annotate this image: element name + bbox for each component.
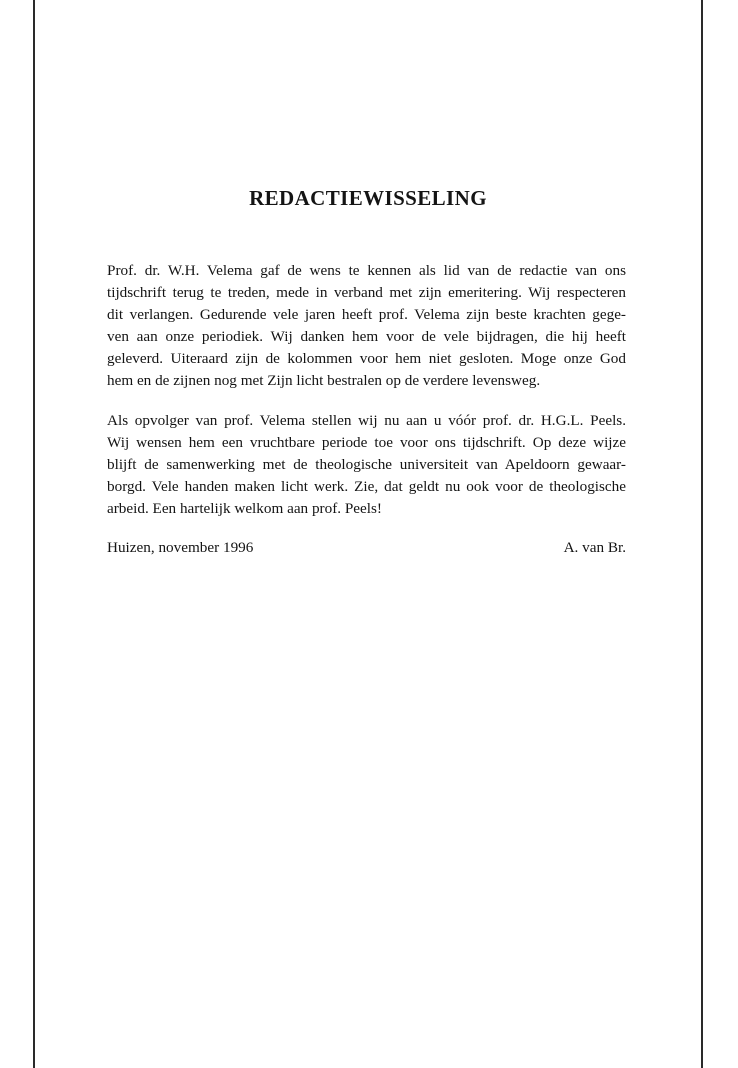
place-date: Huizen, november 1996 — [107, 539, 254, 556]
text-line: arbeid. Een hartelijk welkom aan prof. Peels! — [107, 500, 382, 517]
text-line: borgd. Vele handen maken licht werk. Zie, dat geldt nu ook voor de theologische — [107, 478, 626, 495]
document-page — [33, 0, 703, 1068]
signoff — [107, 537, 626, 559]
page-title: REDACTIEWISSELING — [249, 186, 487, 210]
paragraph-1 — [107, 260, 626, 392]
text-line: hem en de zijnen nog met Zijn licht bestralen op de verdere levensweg. — [107, 372, 541, 389]
text-line: ven aan onze periodiek. Wij danken hem voor de vele bijdragen, die hij heeft — [107, 328, 626, 345]
text-line: blijft de samenwerking met de theologische universiteit van Apeldoorn gewaar- — [107, 456, 626, 473]
text-line: tijdschrift terug te treden, mede in verband met zijn emeritering. Wij respecteren — [107, 284, 626, 301]
text-line: geleverd. Uiteraard zijn de kolommen voor hem niet gesloten. Moge onze God — [107, 350, 626, 367]
text-line: Prof. dr. W.H. Velema gaf de wens te kennen als lid van de redactie van ons — [107, 262, 626, 279]
text-line: Wij wensen hem een vruchtbare periode toe voor ons tijdschrift. Op deze wijze — [107, 434, 626, 451]
text-line: Als opvolger van prof. Velema stellen wij nu aan u vóór prof. dr. H.G.L. Peels. — [107, 412, 626, 429]
author-signature: A. van Br. — [563, 539, 626, 556]
text-line: dit verlangen. Gedurende vele jaren heeft prof. Velema zijn beste krachten gege- — [107, 306, 626, 323]
paragraph-2 — [107, 410, 626, 520]
